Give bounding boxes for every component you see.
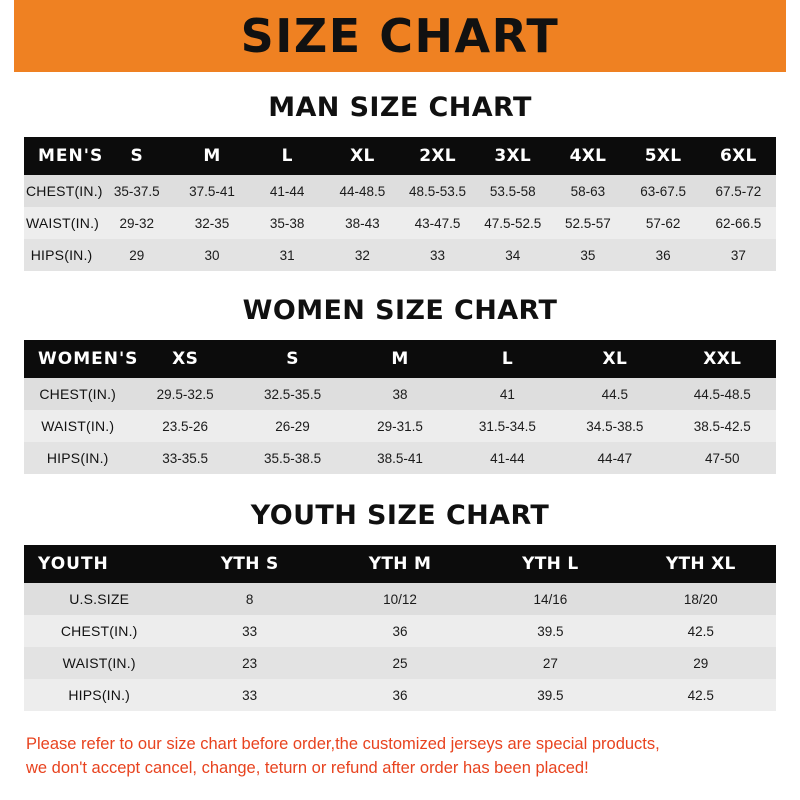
row-label: WAIST(IN.) bbox=[26, 215, 100, 231]
row-label: HIPS(IN.) bbox=[30, 247, 93, 263]
row-label: U.S.SIZE bbox=[69, 591, 130, 607]
cell: 62-66.5 bbox=[715, 215, 762, 231]
column-header: 2XL bbox=[419, 146, 456, 166]
section-title-women: WOMEN SIZE CHART bbox=[242, 295, 558, 326]
table-row bbox=[24, 442, 776, 474]
row-label: CHEST(IN.) bbox=[26, 183, 103, 199]
column-header: XL bbox=[602, 349, 628, 369]
column-header: XS bbox=[172, 349, 199, 369]
cell: 32-35 bbox=[194, 215, 230, 231]
cell: 33 bbox=[430, 247, 446, 263]
column-header: XL bbox=[350, 146, 375, 166]
header-banner bbox=[0, 0, 800, 72]
column-header: S bbox=[286, 349, 299, 369]
table-row bbox=[24, 647, 776, 679]
cell: 38.5-41 bbox=[377, 450, 423, 466]
cell: 39.5 bbox=[537, 623, 564, 639]
cell: 43-47.5 bbox=[414, 215, 461, 231]
column-header: S bbox=[130, 146, 144, 166]
cell: 34.5-38.5 bbox=[586, 418, 644, 434]
column-header: YTH M bbox=[368, 554, 432, 574]
section-title-man: MAN SIZE CHART bbox=[268, 92, 532, 123]
row-label-header: YOUTH bbox=[38, 554, 109, 574]
cell: 23.5-26 bbox=[162, 418, 209, 434]
table-row bbox=[24, 378, 776, 410]
table-header-row bbox=[24, 545, 776, 583]
cell: 25 bbox=[392, 655, 408, 671]
page-title: SIZE CHART bbox=[240, 9, 560, 63]
footer-disclaimer bbox=[0, 733, 800, 781]
cell: 67.5-72 bbox=[715, 183, 762, 199]
cell: 44-47 bbox=[597, 450, 633, 466]
cell: 38.5-42.5 bbox=[693, 418, 751, 434]
table-row bbox=[24, 615, 776, 647]
cell: 35-38 bbox=[269, 215, 305, 231]
cell: 32.5-35.5 bbox=[264, 386, 322, 402]
column-header: YTH L bbox=[522, 554, 579, 574]
column-header: 3XL bbox=[494, 146, 532, 166]
women-size-table bbox=[24, 340, 776, 474]
cell: 33 bbox=[242, 623, 258, 639]
table-header-row bbox=[24, 137, 776, 175]
table-row bbox=[24, 175, 776, 207]
column-header: 6XL bbox=[720, 146, 757, 166]
cell: 26-29 bbox=[275, 418, 310, 434]
cell: 41-44 bbox=[269, 183, 305, 199]
cell: 38-43 bbox=[345, 215, 380, 231]
banner-right-edge bbox=[786, 0, 800, 72]
cell: 30 bbox=[204, 247, 220, 263]
cell: 35.5-38.5 bbox=[264, 450, 322, 466]
row-label-header: MEN'S bbox=[38, 146, 104, 166]
table-row bbox=[24, 239, 776, 271]
cell: 48.5-53.5 bbox=[409, 183, 467, 199]
section-title-youth: YOUTH SIZE CHART bbox=[250, 500, 550, 531]
cell: 36 bbox=[655, 247, 671, 263]
column-header: YTH S bbox=[220, 554, 279, 574]
cell: 41 bbox=[499, 386, 515, 402]
cell: 41-44 bbox=[490, 450, 525, 466]
cell: 34 bbox=[505, 247, 521, 263]
column-header: XXL bbox=[703, 349, 742, 369]
table-row bbox=[24, 207, 776, 239]
cell: 52.5-57 bbox=[565, 215, 611, 231]
cell: 29 bbox=[129, 247, 145, 263]
cell: 44.5-48.5 bbox=[693, 386, 751, 402]
women-table-wrap bbox=[0, 340, 800, 474]
column-header: M bbox=[391, 349, 409, 369]
cell: 44-48.5 bbox=[339, 183, 386, 199]
cell: 35 bbox=[580, 247, 596, 263]
column-header: L bbox=[281, 146, 293, 166]
youth-size-table bbox=[24, 545, 776, 711]
column-header: 5XL bbox=[644, 146, 682, 166]
row-label: CHEST(IN.) bbox=[39, 386, 117, 402]
cell: 8 bbox=[245, 591, 254, 607]
column-header: 4XL bbox=[569, 146, 607, 166]
cell: 63-67.5 bbox=[640, 183, 686, 199]
table-row bbox=[24, 410, 776, 442]
cell: 35-37.5 bbox=[113, 183, 160, 199]
cell: 39.5 bbox=[537, 687, 564, 703]
cell: 37.5-41 bbox=[189, 183, 235, 199]
column-header: L bbox=[501, 349, 513, 369]
cell: 23 bbox=[242, 655, 258, 671]
row-label: CHEST(IN.) bbox=[60, 623, 138, 639]
cell: 53.5-58 bbox=[489, 183, 536, 199]
column-header: YTH XL bbox=[665, 554, 736, 574]
row-label: WAIST(IN.) bbox=[41, 418, 115, 434]
column-header: M bbox=[203, 146, 221, 166]
cell: 14/16 bbox=[533, 591, 568, 607]
banner-left-edge bbox=[0, 0, 14, 72]
cell: 10/12 bbox=[383, 591, 417, 607]
cell: 42.5 bbox=[687, 687, 714, 703]
table-header-row bbox=[24, 340, 776, 378]
table-row bbox=[24, 679, 776, 711]
table-row bbox=[24, 583, 776, 615]
cell: 31.5-34.5 bbox=[478, 418, 536, 434]
cell: 29-31.5 bbox=[377, 418, 423, 434]
man-size-table bbox=[24, 137, 776, 271]
footer-line-2: we don't accept cancel, change, teturn or refund after order has been placed! bbox=[26, 758, 589, 777]
footer-line-1: Please refer to our size chart before order,the customized jerseys are special products, bbox=[26, 735, 660, 753]
man-table-wrap bbox=[0, 137, 800, 271]
row-label: WAIST(IN.) bbox=[62, 655, 136, 671]
cell: 33 bbox=[242, 687, 258, 703]
cell: 57-62 bbox=[645, 215, 681, 231]
cell: 36 bbox=[392, 623, 408, 639]
cell: 29.5-32.5 bbox=[156, 386, 214, 402]
row-label: HIPS(IN.) bbox=[68, 687, 131, 703]
cell: 44.5 bbox=[601, 386, 628, 402]
row-label: HIPS(IN.) bbox=[46, 450, 109, 466]
cell: 42.5 bbox=[687, 623, 714, 639]
cell: 36 bbox=[392, 687, 408, 703]
cell: 29-32 bbox=[119, 215, 155, 231]
cell: 18/20 bbox=[683, 591, 718, 607]
cell: 38 bbox=[392, 386, 408, 402]
cell: 32 bbox=[354, 247, 370, 263]
cell: 47-50 bbox=[705, 450, 740, 466]
cell: 27 bbox=[542, 655, 558, 671]
cell: 33-35.5 bbox=[162, 450, 209, 466]
cell: 37 bbox=[730, 247, 746, 263]
youth-table-wrap bbox=[0, 545, 800, 711]
cell: 29 bbox=[693, 655, 709, 671]
cell: 47.5-52.5 bbox=[484, 215, 542, 231]
cell: 31 bbox=[279, 247, 295, 263]
row-label-header: WOMEN'S bbox=[38, 349, 139, 369]
cell: 58-63 bbox=[570, 183, 606, 199]
